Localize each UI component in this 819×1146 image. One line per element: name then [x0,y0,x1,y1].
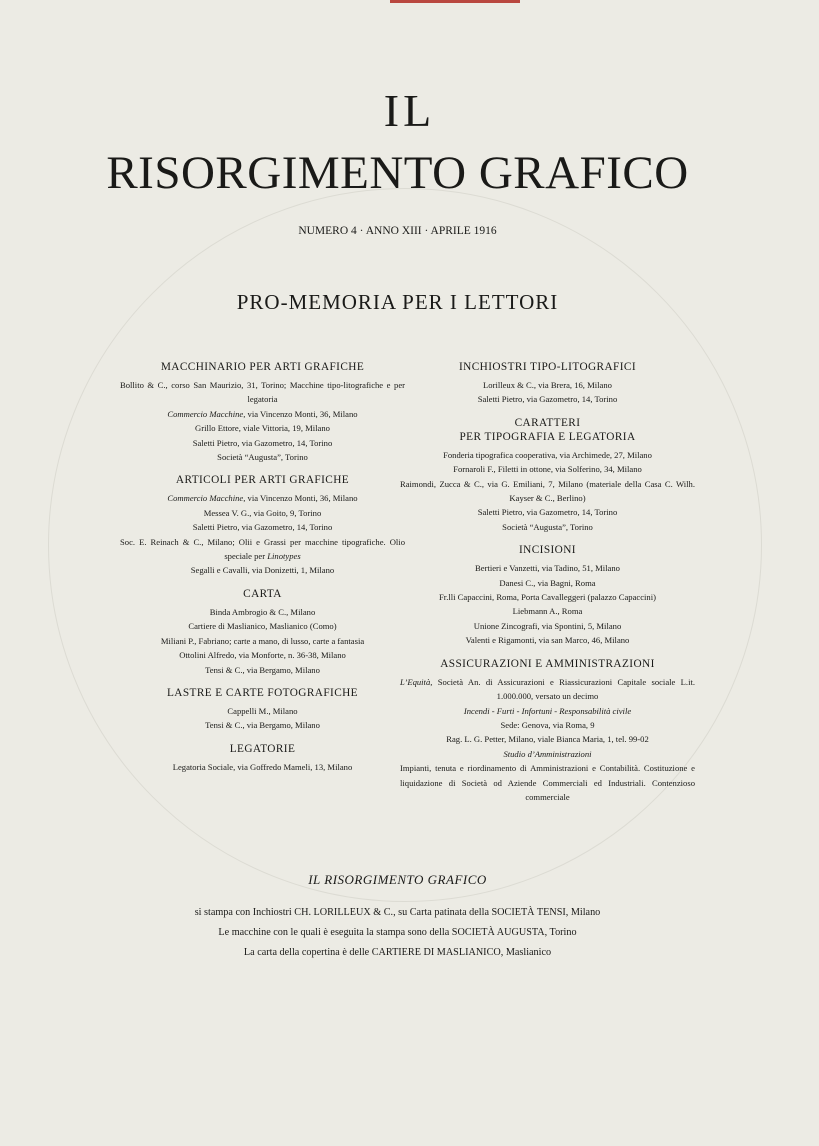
entry-text: Liebmann A., Roma [512,606,583,617]
entry-text: Messea V. G., via Goito, 9, Torino [203,507,322,518]
right-column [400,360,695,804]
entry-text: Grillo Ettore, viale Vittoria, 19, Milano [195,423,330,434]
directory-entry [400,675,695,704]
top-edge-mark [390,0,520,3]
entry-text: Miliani P., Fabriano; carte a mano, di lusso, carte a fantasia [160,635,365,646]
directory-entry [400,520,695,534]
directory-entry [400,619,695,633]
entry-text: Cartiere di Maslianico, Maslianico (Como) [188,621,337,632]
directory-entry [120,605,405,619]
directory-entry [400,392,695,406]
directory-entry [120,378,405,407]
footer-line: si stampa con Inchiostri CH. LORILLEUX & C., su Carta patinata della SOCIETÀ TENSI, Milano [194,907,601,918]
section-heading: LASTRE E CARTE FOTOGRAFICHE [167,686,358,699]
directory-entry [120,634,405,648]
entry-text: Saletti Pietro, via Gazometro, 14, Torino [192,522,333,533]
directory-entry [120,506,405,520]
entry-italic: Studio d’Amministrazioni [503,748,592,759]
entry-text: Fonderia tipografica cooperativa, via Archimede, 27, Milano [443,449,652,460]
directory-entry [400,590,695,604]
entry-text: , Società An. di Assicurazioni e Riassicurazioni Capitale sociale L.it. 1.000.000, versato un decimo [430,676,695,702]
entry-italic: L’Equità [400,676,431,687]
directory-entry [400,462,695,476]
entry-text: Saletti Pietro, via Gazometro, 14, Torino [477,394,618,405]
entry-text: Cappelli M., Milano [227,705,298,716]
directory-entry [120,619,405,633]
entry-text: Unione Zincografi, via Spontini, 5, Milano [473,620,622,631]
entry-text: Società “Augusta”, Torino [217,452,308,463]
entry-text: Danesi C., via Bagni, Roma [499,577,596,588]
entry-text: , via Vincenzo Monti, 36, Milano [243,408,358,419]
directory-entry [120,421,405,435]
entry-text: Legatoria Sociale, via Goffredo Mameli, 13, Milano [172,761,353,772]
directory-entry [120,535,405,564]
section-heading: INCHIOSTRI TIPO-LITOGRAFICI [458,361,636,373]
entry-italic: Incendi - Furti - Infortuni - Responsabilità civile [463,705,632,716]
directory-entry [120,704,405,718]
entry-text: Fr.lli Capaccini, Roma, Porta Cavalleggeri (palazzo Capaccini) [439,592,656,603]
entry-text: Ottolini Alfredo, via Monforte, n. 36-38, Milano [179,650,346,661]
directory-entry [400,633,695,647]
masthead-title: RISORGIMENTO GRAFICO [106,147,689,199]
directory-entry [400,732,695,746]
directory-entry [120,760,405,774]
entry-italic: Linotypes [267,551,301,562]
entry-text: Saletti Pietro, via Gazometro, 14, Torino [477,507,618,518]
directory-entry [400,448,695,462]
directory-entry [120,436,405,450]
entry-text: Sede: Genova, via Roma, 9 [500,719,595,730]
section-heading: CARTA [243,587,282,600]
directory-entry [120,648,405,662]
section-heading: ARTICOLI PER ARTI GRAFICHE [175,474,350,487]
entry-text: Impianti, tenuta e riordinamento di Amministrazioni e Contabilità. Costituzione e liquidazione di Società od Aziende Commerciali ed Industriali. Contenzioso commerciale [400,763,695,802]
directory-entry [400,704,695,718]
directory-entry [120,563,405,577]
entry-text: Valenti e Rigamonti, via san Marco, 46, Milano [465,635,630,646]
entry-italic: Commercio Macchine [167,408,244,419]
directory-entry [400,505,695,519]
entry-text: Soc. E. Reinach & C., Milano; Olii e Grassi per macchine tipografiche. Olio speciale per [120,536,405,562]
directory-entry [120,407,405,421]
directory-entry [400,604,695,618]
directory-entry [400,761,695,804]
directory-entry [120,450,405,464]
entry-text: Raimondi, Zucca & C., via G. Emiliani, 7, Milano (materiale della Casa C. Wilh. Kayser & C., Berlino) [400,478,695,504]
entry-text: Segalli e Cavalli, via Donizetti, 1, Milano [190,565,335,576]
issue-line: NUMERO 4 · ANNO XIII · APRILE 1916 [298,225,497,237]
directory-entry [120,663,405,677]
footer-line: La carta della copertina è delle CARTIERE DI MASLIANICO, Maslianico [243,947,552,958]
entry-text: Tensi & C., via Bergamo, Milano [205,664,320,675]
entry-text: Lorilleux & C., via Brera, 16, Milano [483,380,612,390]
directory-entry [120,718,405,732]
section-heading: LEGATORIE [229,742,296,755]
section-title: PRO-MEMORIA PER I LETTORI [236,290,559,314]
entry-text: Saletti Pietro, via Gazometro, 14, Torino [192,437,333,448]
directory-entry [400,718,695,732]
entry-text: , via Vincenzo Monti, 36, Milano [243,493,358,504]
entry-text: Tensi & C., via Bergamo, Milano [205,720,320,731]
section-heading: CARATTERI [514,416,581,429]
directory-entry [120,491,405,505]
entry-text: Bertieri e Vanzetti, via Tadino, 51, Milano [475,563,620,574]
directory-entry [120,520,405,534]
footer-line: Le macchine con le quali è eseguita la stampa sono della SOCIETÀ AUGUSTA, Torino [218,927,577,938]
section-heading: MACCHINARIO PER ARTI GRAFICHE [160,361,365,373]
entry-italic: Commercio Macchine [167,493,244,504]
entry-text: Società “Augusta”, Torino [502,521,593,532]
directory-entry [400,576,695,590]
entry-text: Binda Ambrogio & C., Milano [209,606,316,617]
directory-entry [400,378,695,392]
footer-title: IL RISORGIMENTO GRAFICO [308,872,487,887]
masthead-article: IL [383,85,436,136]
directory-entry [400,561,695,575]
entry-text: Fornaroli F., Filetti in ottone, via Solferino, 34, Milano [453,464,642,475]
section-heading: ASSICURAZIONI E AMMINISTRAZIONI [440,657,655,670]
directory-entry [400,477,695,506]
section-subheading: PER TIPOGRAFIA E LEGATORIA [459,430,636,443]
directory-entry [400,747,695,761]
section-heading: INCISIONI [519,544,576,557]
left-column [120,360,405,774]
entry-text: Bollito & C., corso San Maurizio, 31, Torino; Macchine tipo-litografiche e per legatoria [120,380,405,405]
entry-text: Rag. L. G. Petter, Milano, viale Bianca Maria, 1, tel. 99-02 [446,734,649,745]
